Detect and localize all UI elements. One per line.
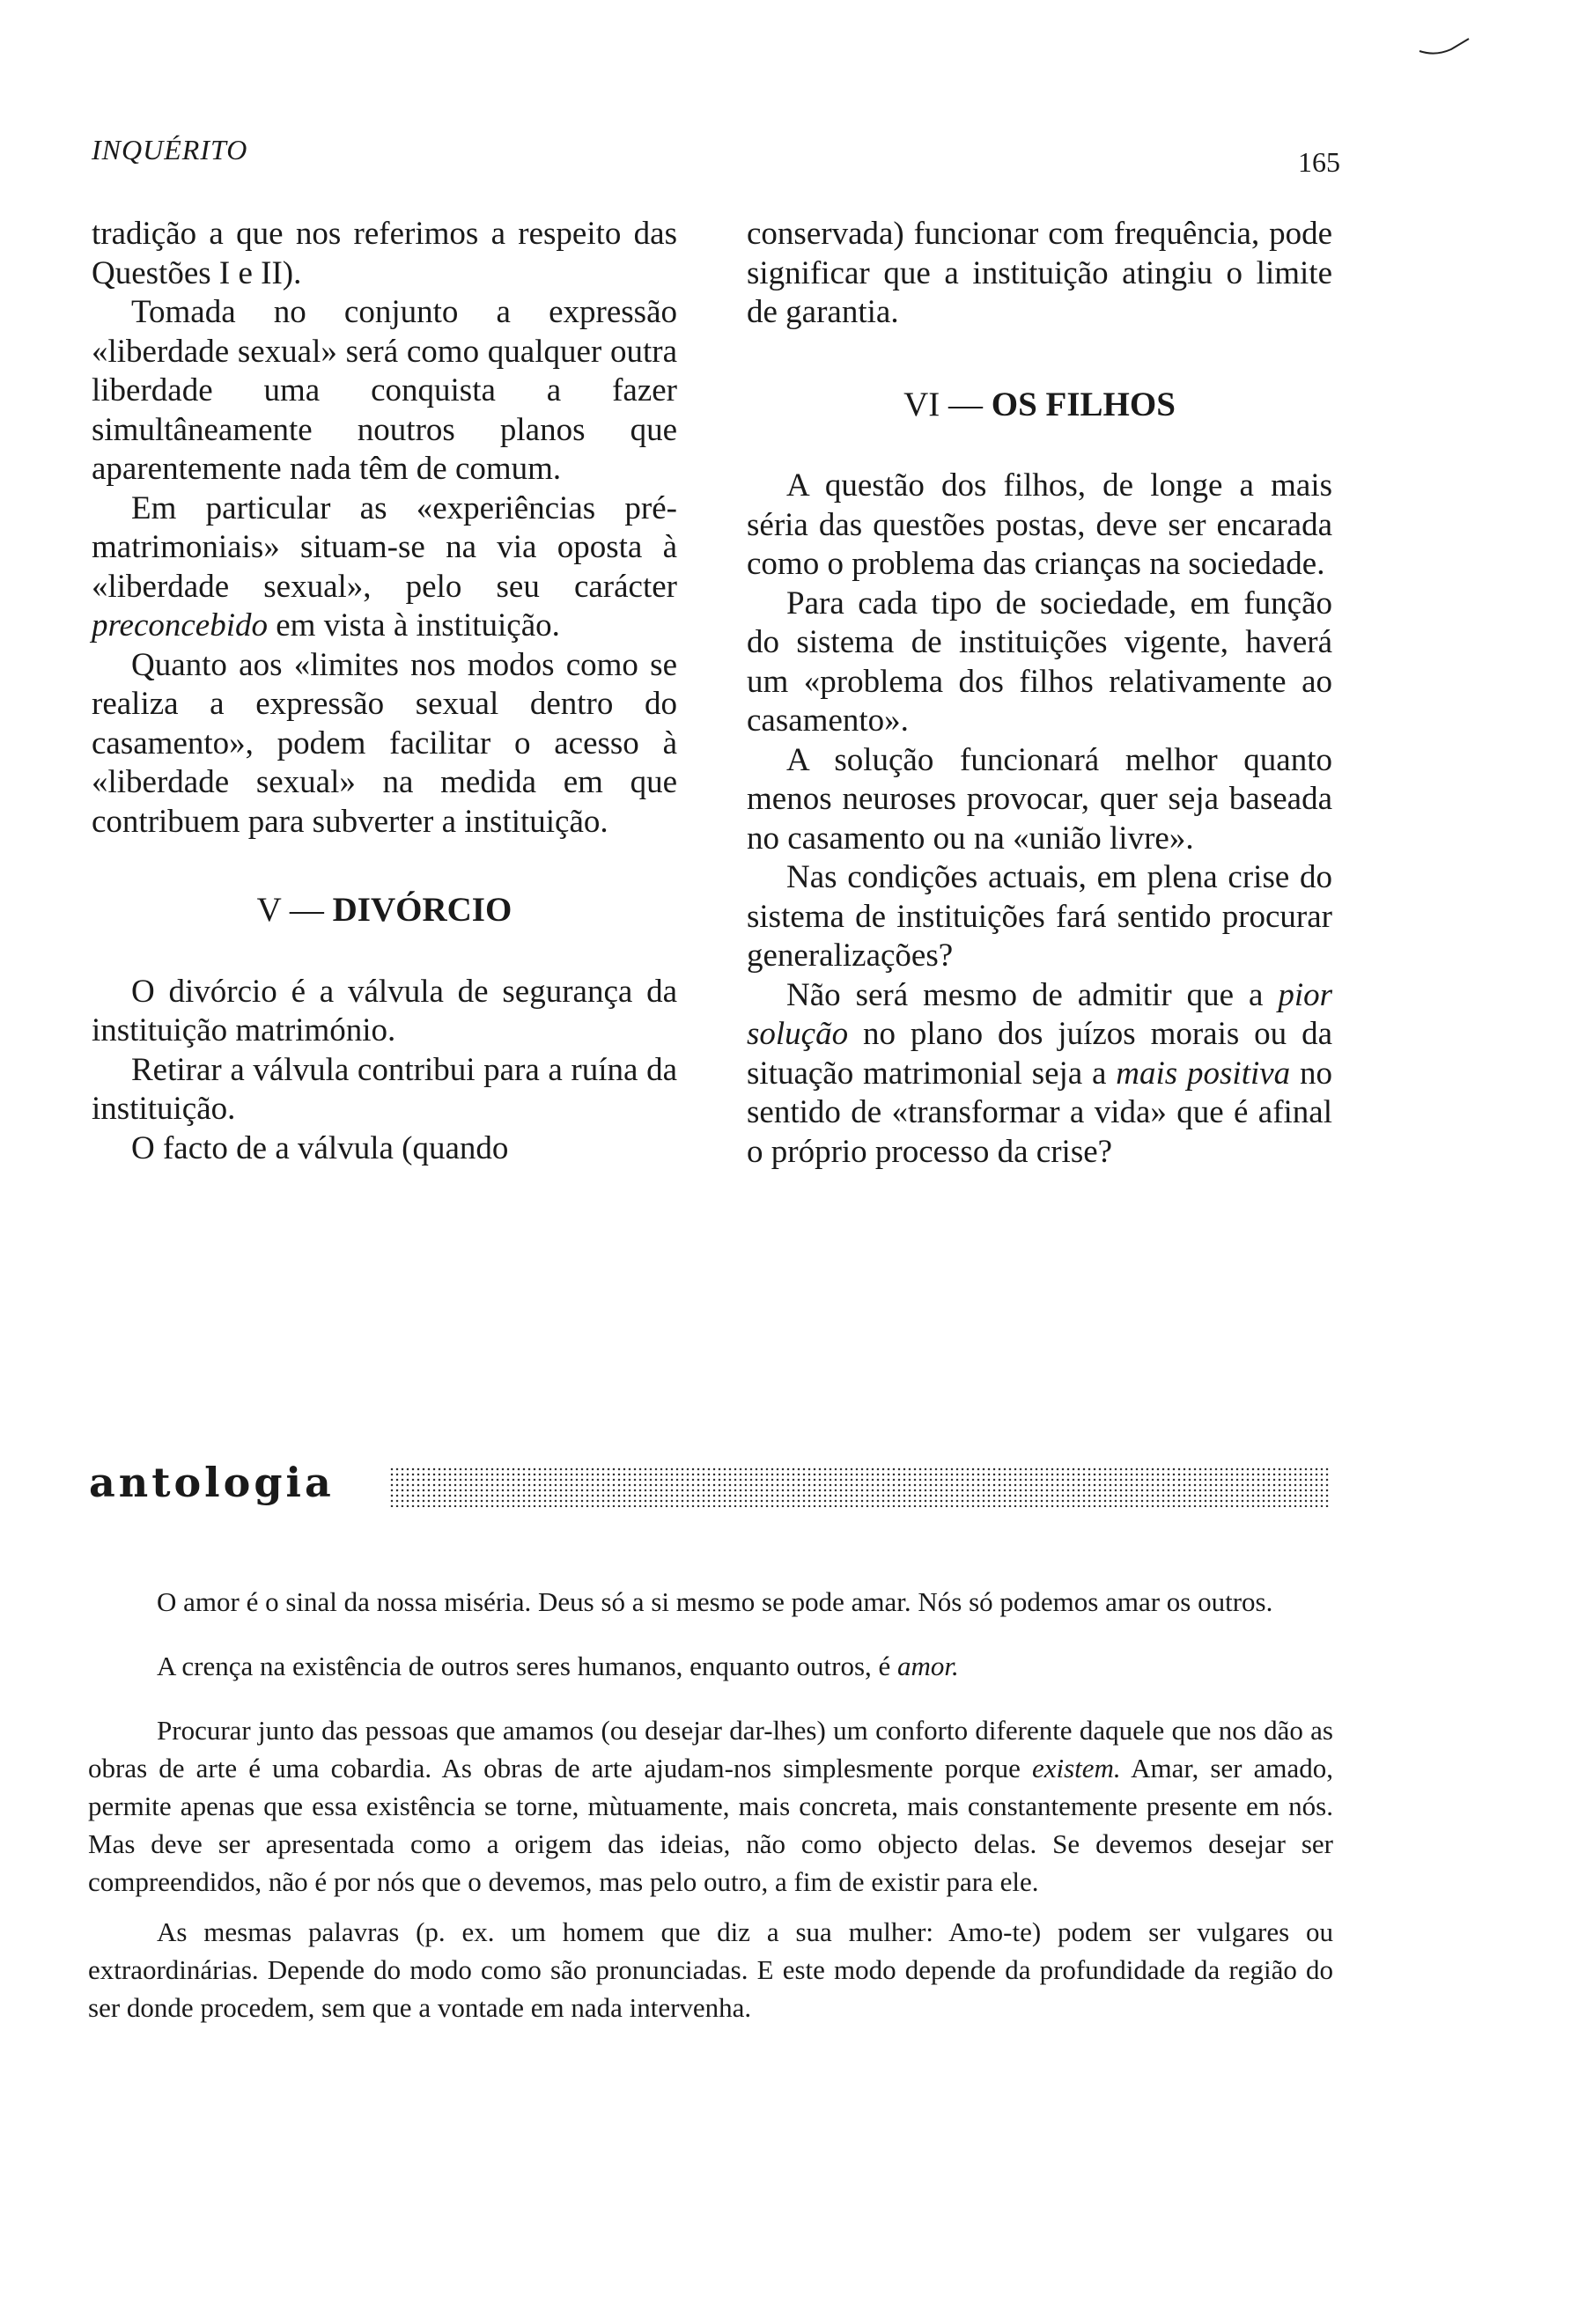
emphasis: pior solução: [747, 976, 1332, 1052]
paragraph: A crença na existência de outros seres humanos, enquanto outros, é amor.: [157, 1651, 959, 1681]
antologia-heading: antologia: [89, 1459, 335, 1506]
emphasis: mais positiva: [1116, 1055, 1291, 1092]
emphasis: preconcebido: [92, 607, 268, 644]
paragraph: Em particular as «experiências pré-matrimoniais» situam-se na via oposta à «liberdade sexual», pelo seu carácter preconcebido em vista à instituição.: [92, 489, 677, 644]
paragraph: O facto de a válvula (quando: [131, 1129, 509, 1166]
paragraph: Tomada no conjunto a expressão «liberdade sexual» será como qualquer outra liberdade uma conquista a fazer simultâneamente noutros planos que aparentemente nada têm de comum.: [92, 294, 677, 487]
paragraph: Quanto aos «limites nos modos como se realiza a expressão sexual dentro do casamento», podem facilitar o acesso à «liberdade sexual» na medida em que contribuem para subverter a instituição.: [92, 646, 677, 840]
section-heading-divorcio: V — DIVÓRCIO: [256, 891, 512, 929]
left-column: [92, 215, 677, 1168]
page-number: 165: [1298, 146, 1340, 178]
section-heading-os-filhos: VI — OS FILHOS: [903, 385, 1176, 423]
pen-mark-icon: [1418, 33, 1471, 60]
paragraph: tradição a que nos referimos a respeito das Questões I e II).: [92, 216, 677, 291]
paragraph: Nas condições actuais, em plena crise do sistema de instituições fará sentido procurar generalizações?: [747, 859, 1332, 974]
paragraph: A solução funcionará melhor quanto menos neuroses provocar, quer seja baseada no casamento ou na «união livre».: [747, 741, 1332, 857]
paragraph: As mesmas palavras (p. ex. um homem que diz a sua mulher: Amo-te) podem ser vulgares ou extraordinárias. Depende do modo como são pronunciadas. E este modo depende da profundidade da região do ser donde procedem, sem que a vontade em nada intervenha.: [88, 1916, 1333, 2023]
dotted-rule: [389, 1467, 1329, 1507]
emphasis: amor.: [897, 1651, 959, 1681]
emphasis: existem.: [1031, 1753, 1121, 1783]
paragraph: Procurar junto das pessoas que amamos (ou desejar dar-lhes) um conforto diferente daquele que nos dão as obras de arte é uma cobardia. As obras de arte ajudam-nos simplesmente porque existem. Amar, ser amado, permite apenas que essa existência se torne, mùtuamente, mais concreta, mais constantemente presente em nós. Mas deve ser apresentada como a origem das ideias, não como objecto delas. Se devemos desejar ser compreendidos, não é por nós que o devemos, mas pelo outro, a fim de existir para ele.: [88, 1715, 1333, 1897]
paragraph: Retirar a válvula contribui para a ruína da instituição.: [92, 1051, 677, 1127]
paragraph: A questão dos filhos, de longe a mais séria das questões postas, deve ser encarada como o problema das crianças na sociedade.: [747, 467, 1332, 582]
paragraph: O divórcio é a válvula de segurança da instituição matrimónio.: [92, 973, 677, 1048]
paragraph: O amor é o sinal da nossa miséria. Deus só a si mesmo se pode amar. Nós só podemos amar os outros.: [157, 1586, 1273, 1617]
antologia-text: [88, 1583, 1333, 2026]
right-column: [747, 215, 1332, 1172]
paragraph: Para cada tipo de sociedade, em função do sistema de instituições vigente, haverá um «problema dos filhos relativamente ao casamento».: [747, 585, 1332, 739]
paragraph: conservada) funcionar com frequência, pode significar que a instituição atingiu o limite de garantia.: [747, 216, 1332, 330]
running-title: INQUÉRITO: [92, 134, 248, 165]
paragraph: Não será mesmo de admitir que a pior solução no plano dos juízos morais ou da situação matrimonial seja a mais positiva no sentido de «transformar a vida» que é afinal o próprio processo da crise?: [747, 976, 1333, 1170]
